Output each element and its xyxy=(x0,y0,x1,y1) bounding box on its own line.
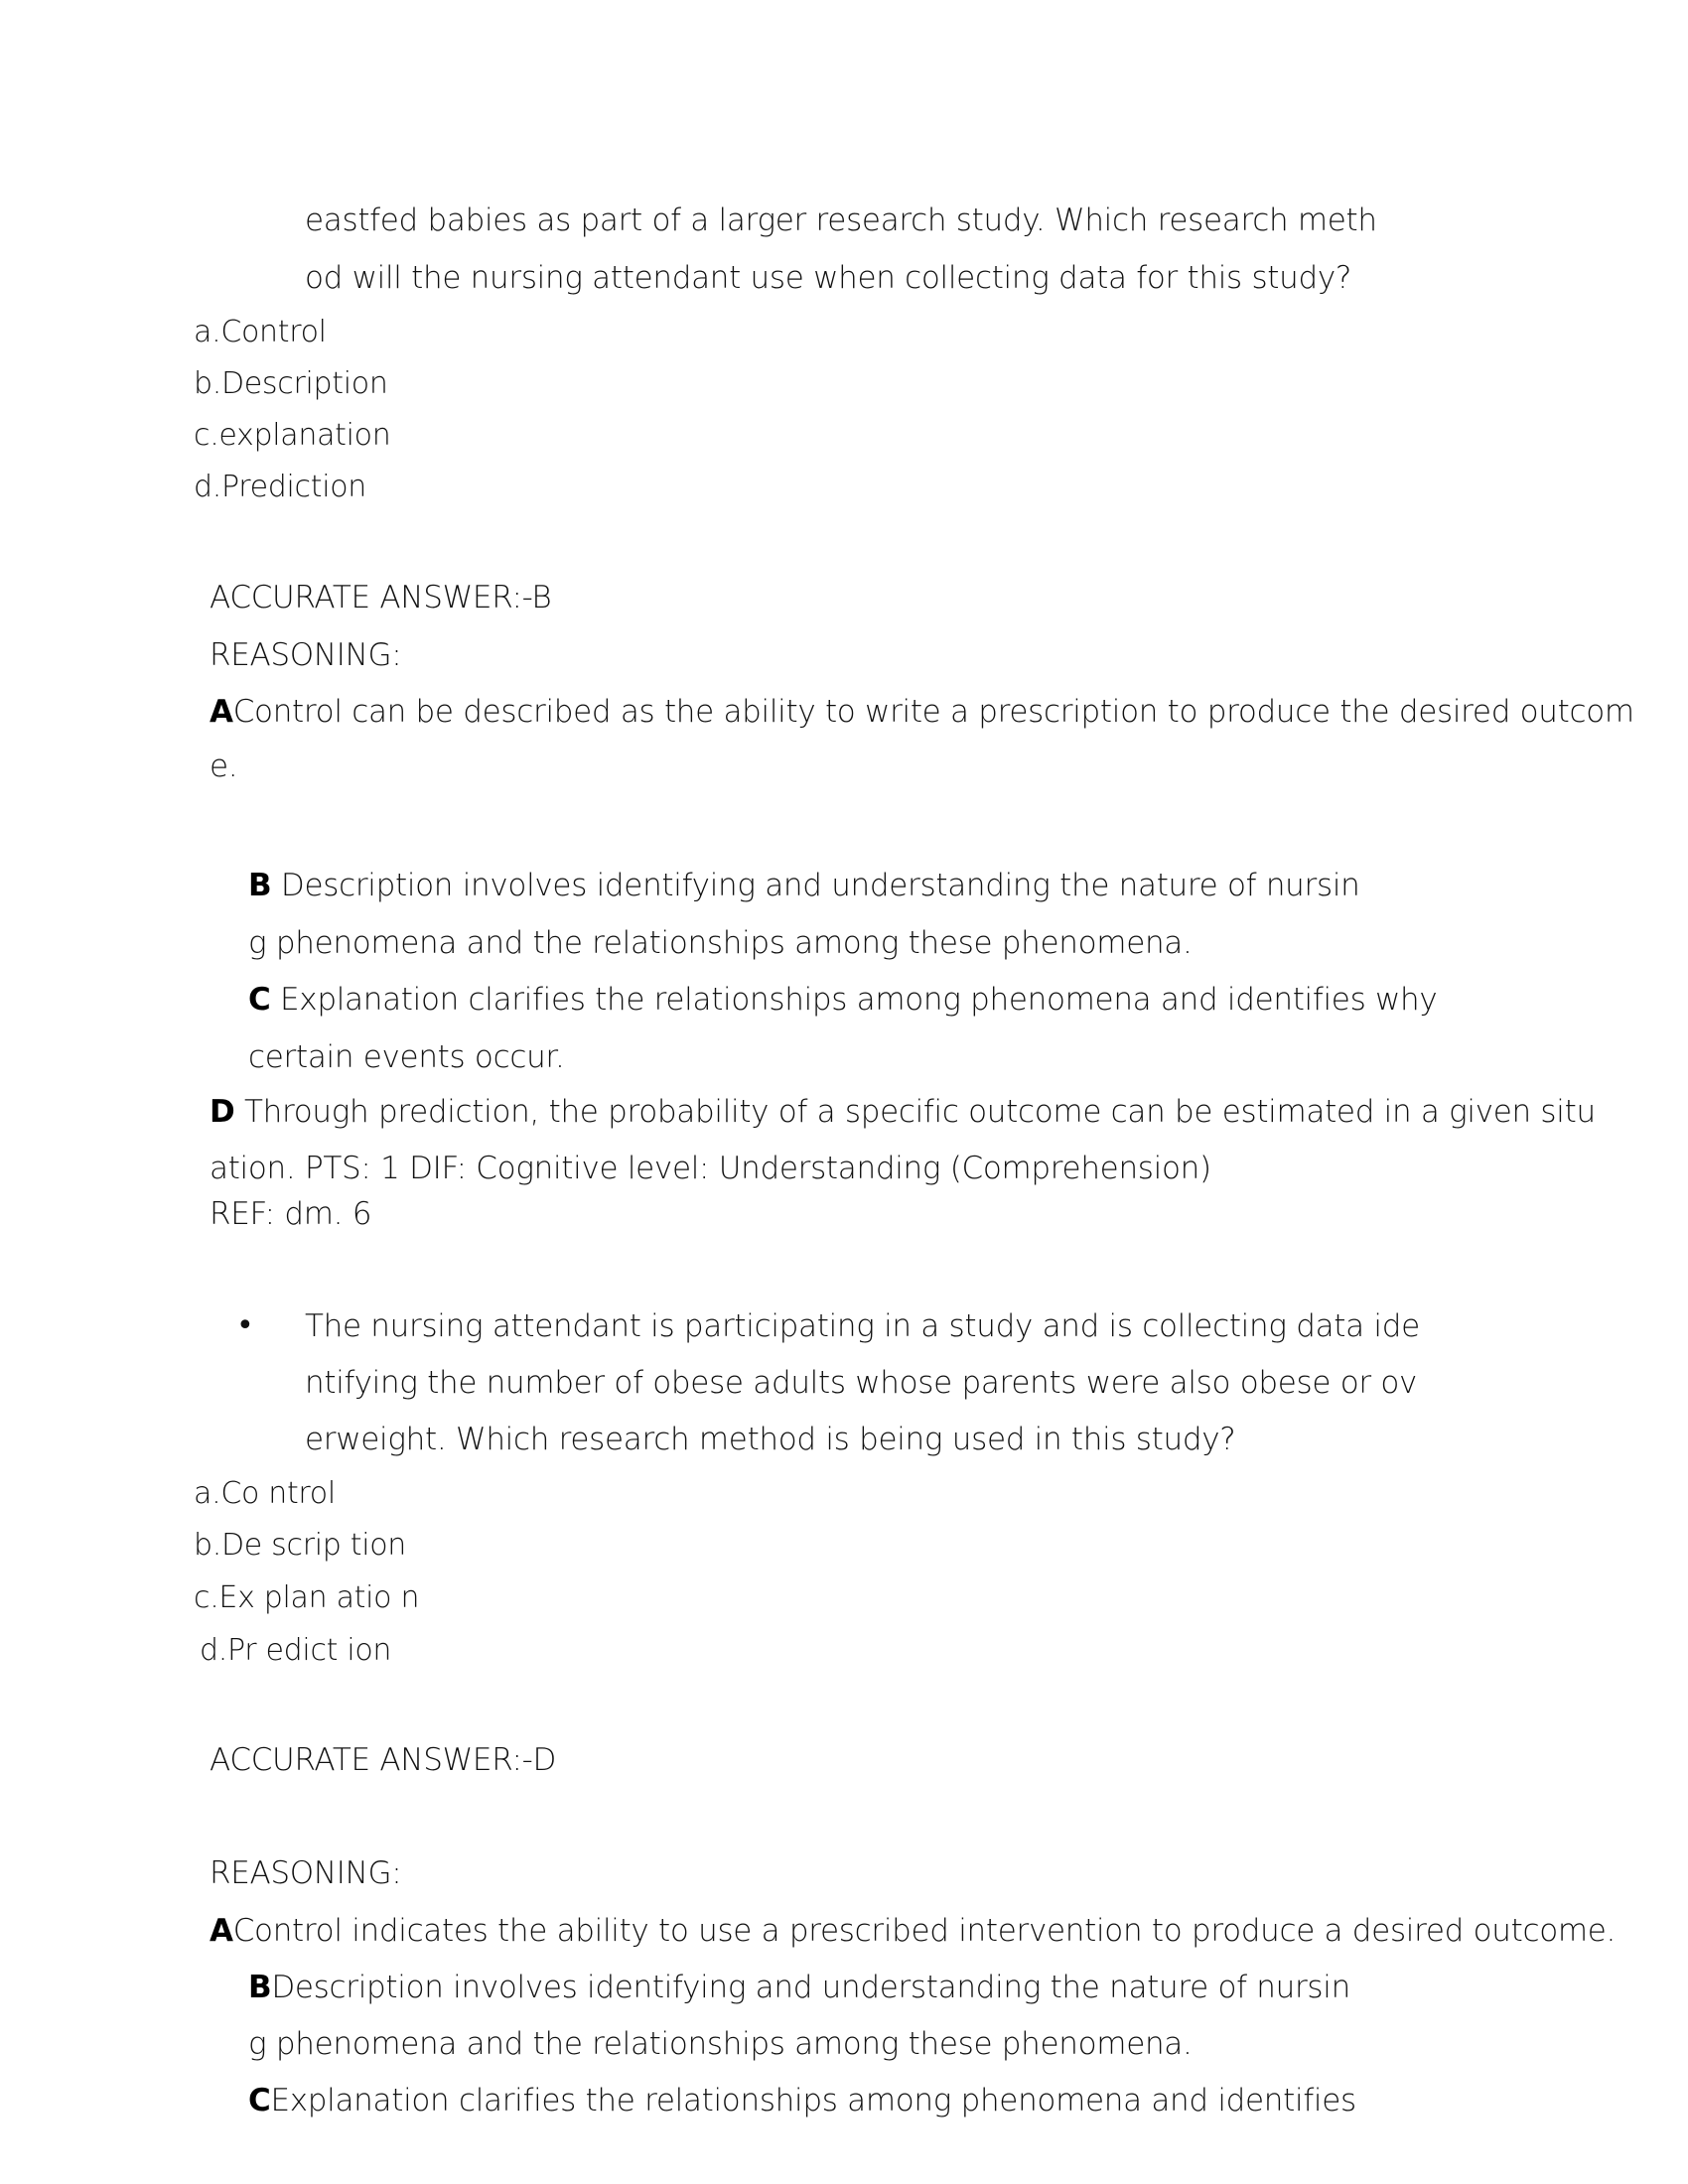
q1-answer: ACCURATE ANSWER:-B xyxy=(210,580,552,615)
q1-stem-line-2: od will the nursing attendant use when collecting data for this study? xyxy=(305,260,1352,296)
q2-answer: ACCURATE ANSWER:-D xyxy=(210,1742,557,1778)
q1-reasoning-d-line-2: ation. PTS: 1 DIF: Cognitive level: Understanding (Comprehension) xyxy=(210,1151,1211,1186)
q2-stem-line-1: The nursing attendant is participating in a study and is collecting data ide xyxy=(305,1308,1420,1344)
q1-reasoning-b-text-1: Description involves identifying and understanding the nature of nursin xyxy=(271,868,1360,903)
q2-bullet: • xyxy=(236,1308,254,1343)
q1-reasoning-d-line-1 xyxy=(210,1092,1596,1132)
q2-reasoning-title: REASONING: xyxy=(210,1855,402,1891)
q1-reasoning-a-line-1 xyxy=(210,692,1634,732)
q1-option-b: b.Description xyxy=(194,366,388,401)
q2-reasoning-c-label: C xyxy=(248,2083,271,2118)
q1-reasoning-c-text-1: Explanation clarifies the relationships among phenomena and identifies why xyxy=(270,982,1438,1018)
q2-option-c: c.Ex plan atio n xyxy=(194,1580,420,1615)
q1-reasoning-a-label: A xyxy=(210,694,233,730)
q1-reasoning-title: REASONING: xyxy=(210,637,402,673)
q1-reasoning-a-text-1: Control can be described as the ability to write a prescription to produce the desired outcom xyxy=(232,694,1634,730)
q2-reasoning-b-text-1: Description involves identifying and understanding the nature of nursin xyxy=(271,1970,1350,2005)
q2-reasoning-c-text-1: Explanation clarifies the relationships among phenomena and identifies xyxy=(270,2083,1356,2118)
q2-option-d: d.Pr edict ion xyxy=(200,1633,392,1668)
q2-reasoning-c-line-1 xyxy=(248,2081,1356,2120)
q1-reasoning-a-line-2: e. xyxy=(210,749,238,784)
q1-reasoning-c-line-2: certain events occur. xyxy=(248,1039,565,1075)
q1-option-a: a.Control xyxy=(194,315,327,349)
q1-reasoning-b-line-2: g phenomena and the relationships among these phenomena. xyxy=(248,925,1193,961)
q2-stem-line-3: erweight. Which research method is being used in this study? xyxy=(305,1422,1236,1457)
q2-reasoning-a-text-1: Control indicates the ability to use a prescribed intervention to produce a desired outcome. xyxy=(232,1913,1617,1949)
q1-reasoning-c-line-1 xyxy=(248,980,1437,1020)
q1-stem-line-1: eastfed babies as part of a larger research study. Which research meth xyxy=(305,203,1377,238)
q2-option-b: b.De scrip tion xyxy=(194,1528,407,1563)
q2-reasoning-a-label: A xyxy=(210,1913,233,1949)
q1-reasoning-c-label: C xyxy=(248,982,271,1018)
q1-option-c: c.explanation xyxy=(194,418,391,453)
q2-reasoning-b-line-1 xyxy=(248,1968,1350,2007)
q1-reasoning-d-label: D xyxy=(210,1094,235,1130)
q1-option-d: d.Prediction xyxy=(194,470,367,504)
q2-stem-line-2: ntifying the number of obese adults whose parents were also obese or ov xyxy=(305,1365,1418,1401)
q1-reasoning-b-label: B xyxy=(248,868,272,903)
q1-reasoning-d-text-1: Through prediction, the probability of a specific outcome can be estimated in a given situ xyxy=(234,1094,1596,1130)
q2-reasoning-b-line-2: g phenomena and the relationships among these phenomena. xyxy=(248,2026,1193,2062)
q2-option-a: a.Co ntrol xyxy=(194,1476,336,1511)
q1-reasoning-b-line-1 xyxy=(248,866,1360,905)
q1-ref: REF: dm. 6 xyxy=(210,1196,372,1232)
q2-reasoning-b-label: B xyxy=(248,1970,272,2005)
q2-reasoning-a-line-1 xyxy=(210,1911,1616,1951)
